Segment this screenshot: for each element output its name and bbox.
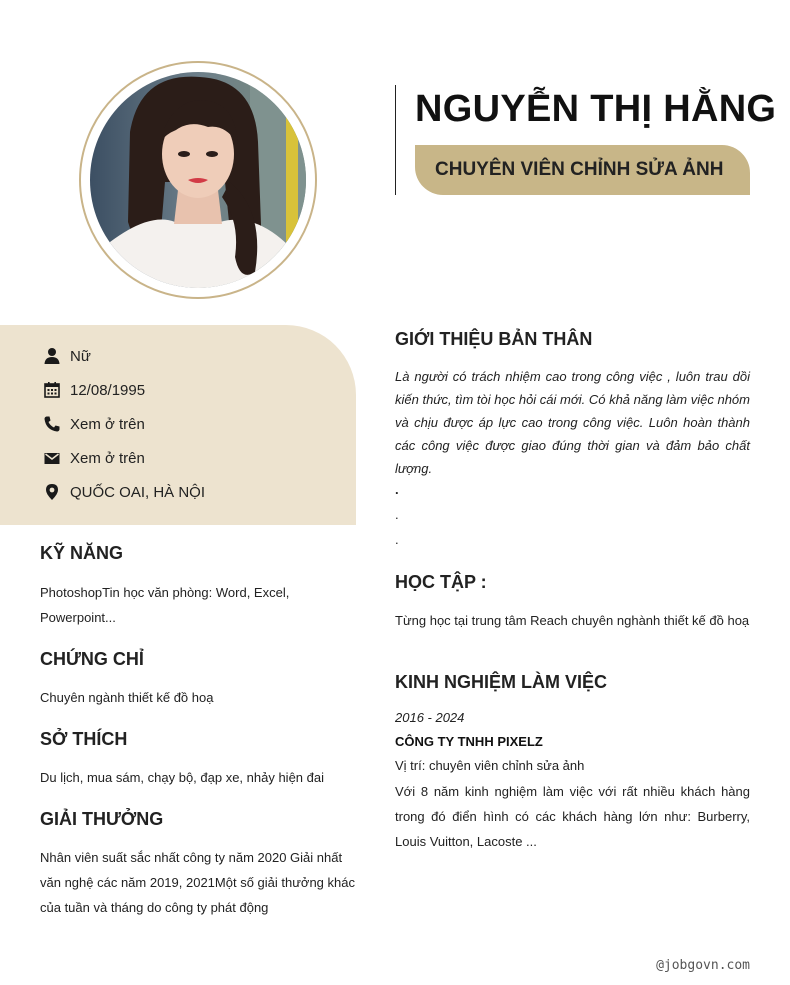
awards-text: Nhân viên suất sắc nhất công ty năm 2020 Giải nhất văn nghệ các năm 2019, 2021Một số giải thưởng khác của tuần và tháng do công ty phát động <box>40 850 355 915</box>
avatar <box>90 72 306 288</box>
certificates-heading: CHỨNG CHỈ <box>40 649 144 669</box>
full-name: NGUYỄN THỊ HẰNG <box>415 88 777 130</box>
experience-position: Vị trí: chuyên viên chỉnh sửa ảnh <box>395 758 585 773</box>
contact-birthday: 12/08/1995 <box>43 378 145 402</box>
contact-email: Xem ở trên <box>43 446 145 470</box>
avatar-frame <box>79 61 317 299</box>
location-pin-icon <box>43 483 61 501</box>
about-text: Là người có trách nhiệm cao trong công việc , luôn trau dồi kiến thức, tìm tòi học hỏi cái mới. Có khả năng làm việc nhóm và chịu được áp lực cao trong công việc. Luôn hoàn thành các công việc được giao đúng thời gian và đảm bảo chất lượng. <box>395 369 750 476</box>
job-title-badge <box>415 145 750 195</box>
experience-description: Với 8 năm kinh nghiệm làm việc với rất nhiều khách hàng trong đó điển hình có các khách hàng lớn như: Burberry, Louis Vuitton, Lacoste ... <box>395 784 750 849</box>
experience-company: CÔNG TY TNHH PIXELZ <box>395 734 543 749</box>
hobbies-text: Du lịch, mua sám, chạy bộ, đạp xe, nhảy hiện đai <box>40 770 324 785</box>
education-text: Từng học tại trung tâm Reach chuyên nghành thiết kế đồ hoạ <box>395 613 750 628</box>
watermark: @jobgovn.com <box>656 958 750 973</box>
skills-text: PhotoshopTin học văn phòng: Word, Excel, Powerpoint... <box>40 585 290 625</box>
about-dot: . <box>395 532 399 547</box>
contact-address: QUỐC OAI, HÀ NỘI <box>43 480 205 504</box>
skills-heading: KỸ NĂNG <box>40 543 124 563</box>
job-title: CHUYÊN VIÊN CHỈNH SỬA ẢNH <box>435 159 724 180</box>
awards-heading: GIẢI THƯỞNG <box>40 809 164 829</box>
calendar-icon <box>43 381 61 399</box>
phone-icon <box>43 415 61 433</box>
about-dot: . <box>395 482 399 497</box>
certificates-text: Chuyên ngành thiết kế đồ hoạ <box>40 690 214 705</box>
person-icon <box>43 347 61 365</box>
hobbies-heading: SỞ THÍCH <box>40 729 128 749</box>
about-heading: GIỚI THIỆU BẢN THÂN <box>395 329 593 349</box>
contact-gender: Nữ <box>43 344 91 368</box>
experience-date: 2016 - 2024 <box>395 710 465 725</box>
experience-heading: KINH NGHIỆM LÀM VIỆC <box>395 672 608 692</box>
about-dot: . <box>395 507 399 522</box>
contact-phone: Xem ở trên <box>43 412 145 436</box>
mail-icon <box>43 449 61 467</box>
education-heading: HỌC TẬP : <box>395 572 487 592</box>
name-divider <box>395 85 396 195</box>
